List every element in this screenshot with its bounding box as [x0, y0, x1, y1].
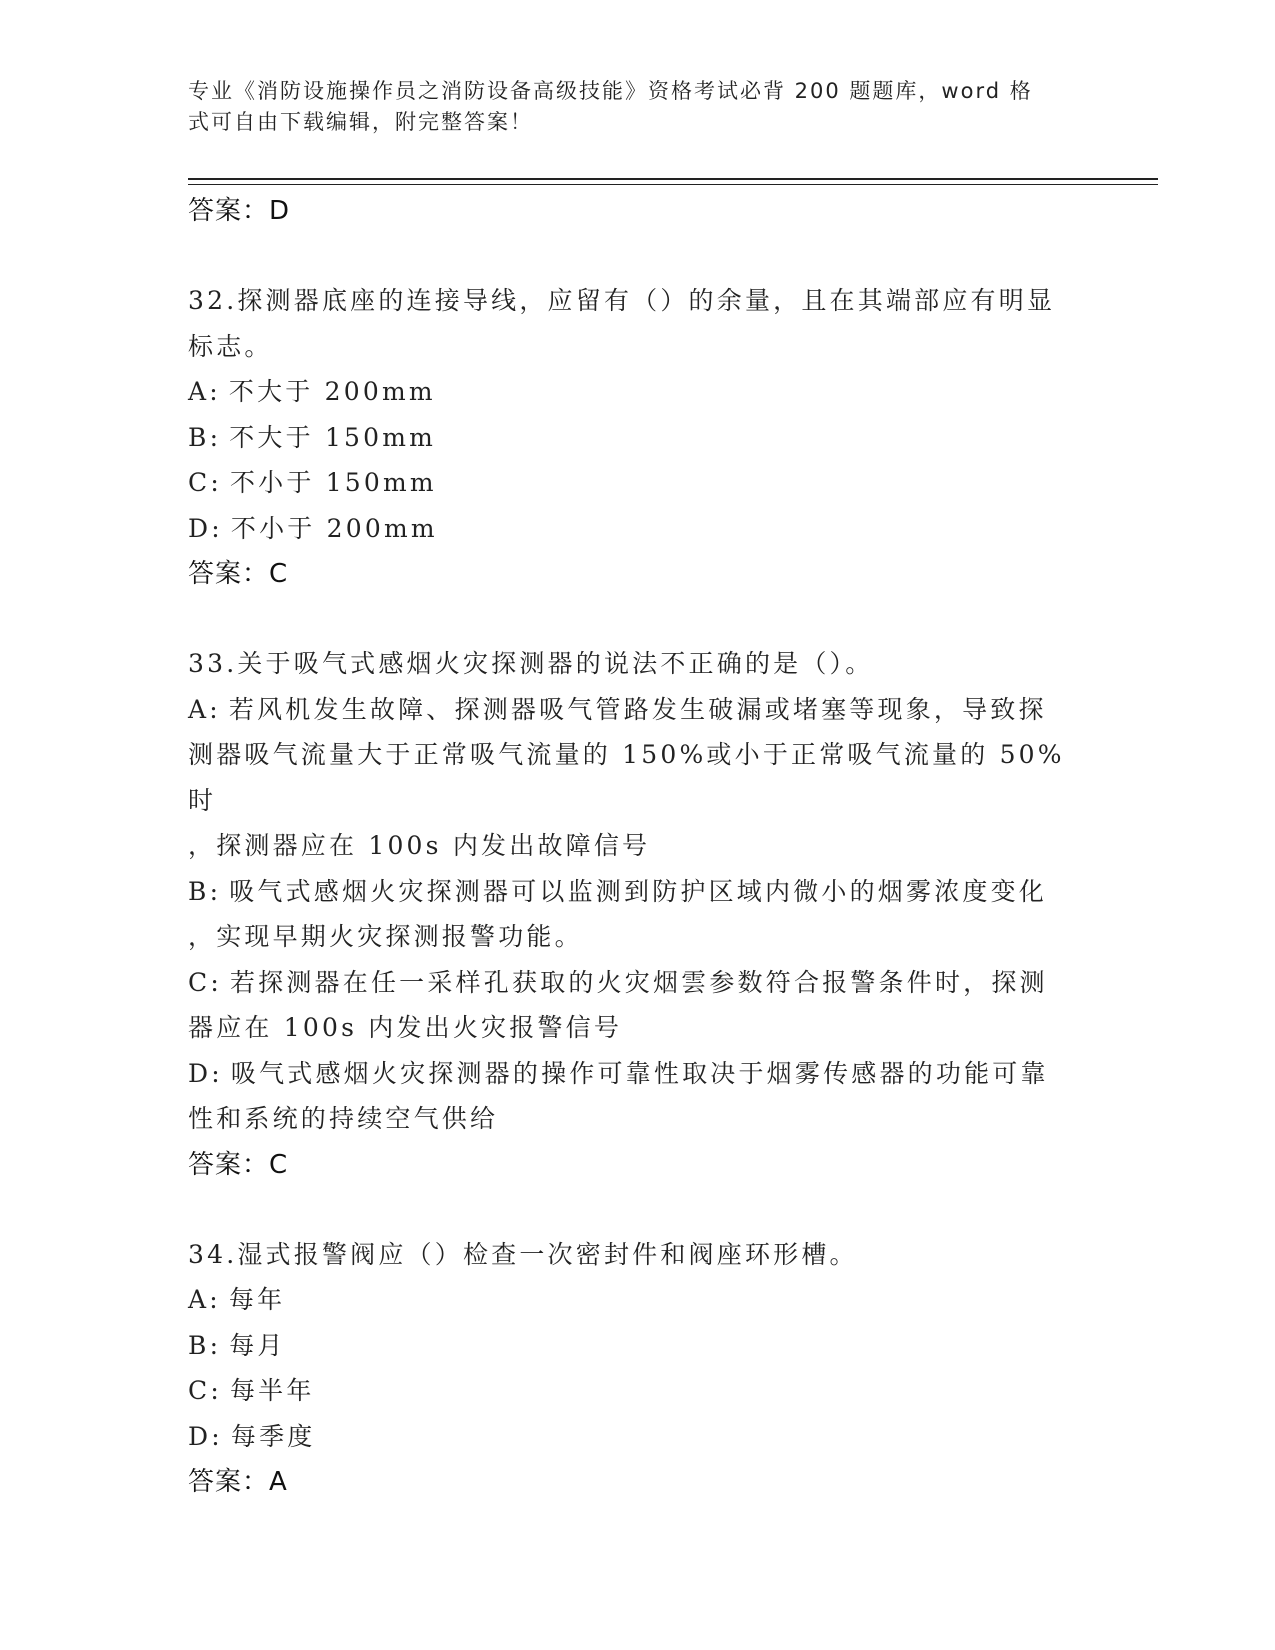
option-label: A: [188, 694, 221, 724]
option-label: D: [188, 513, 223, 543]
question-stem: 32.探测器底座的连接导线，应留有（）的余量，且在其端部应有明显 [188, 286, 1056, 315]
option-label: D: [188, 1421, 223, 1451]
option-a [188, 369, 1088, 415]
header-divider-thick [188, 178, 1158, 180]
option-label: A: [188, 377, 221, 406]
option-label: B: [188, 1330, 222, 1360]
option-b [188, 869, 1088, 915]
answer: 答案：C [188, 1149, 289, 1180]
option-label: C: [188, 468, 222, 497]
option-a [188, 687, 1088, 733]
option-d [188, 1414, 1088, 1460]
question-34 [188, 1232, 1088, 1506]
option-text: 吸气式感烟火灾探测器可以监测到防护区域内微小的烟雾浓度变化 [229, 876, 1048, 906]
option-text: 不小于 200mm [230, 513, 438, 543]
option-label: C: [188, 1376, 222, 1405]
option-text: 若风机发生故障、探测器吸气管路发生破漏或堵塞等现象，导致探 [228, 694, 1047, 724]
option-a-continued: 测器吸气流量大于正常吸气流量的 150%或小于正常吸气流量的 50%时 [188, 740, 1065, 815]
option-d [188, 506, 1088, 552]
option-text: 每月 [229, 1330, 286, 1360]
option-text: 不小于 150mm [229, 468, 437, 497]
option-label: A: [188, 1285, 221, 1314]
option-c [188, 1368, 1088, 1414]
option-d [188, 1051, 1088, 1097]
answer: 答案：A [188, 1467, 288, 1497]
previous-answer: 答案：D [188, 196, 291, 226]
question-stem: 33.关于吸气式感烟火灾探测器的说法不正确的是（）。 [188, 649, 874, 678]
option-text: 不大于 200mm [228, 377, 436, 406]
option-b [188, 415, 1088, 461]
option-text: 不大于 150mm [229, 422, 437, 452]
answer: 答案：C [188, 559, 289, 589]
option-label: B: [188, 876, 222, 906]
option-text: 每季度 [230, 1421, 316, 1451]
option-label: C: [188, 967, 222, 997]
option-text: 每半年 [229, 1376, 315, 1405]
option-b [188, 1323, 1088, 1369]
document-body [188, 188, 1088, 1505]
header-line-2: 式可自由下载编辑，附完整答案！ [188, 110, 533, 134]
option-text: 每年 [228, 1285, 286, 1314]
option-c [188, 460, 1088, 506]
question-32 [188, 278, 1088, 597]
option-c-continued: 器应在 100s 内发出火灾报警信号 [188, 1013, 623, 1042]
question-33 [188, 641, 1088, 1188]
option-label: D: [188, 1058, 223, 1088]
document-header [188, 76, 1068, 138]
header-divider-thin [188, 184, 1158, 185]
option-a-continued: ，探测器应在 100s 内发出故障信号 [188, 831, 651, 860]
question-stem: 34.湿式报警阀应（）检查一次密封件和阀座环形槽。 [188, 1239, 858, 1269]
option-a [188, 1277, 1088, 1323]
option-text: 吸气式感烟火灾探测器的操作可靠性取决于烟雾传感器的功能可靠 [230, 1058, 1049, 1088]
option-c [188, 960, 1088, 1006]
header-line-1: 专业《消防设施操作员之消防设备高级技能》资格考试必背 200 题题库，word 格 [188, 79, 1033, 103]
option-label: B: [188, 422, 222, 452]
question-stem-continued: 标志。 [188, 331, 273, 361]
option-text: 若探测器在任一采样孔获取的火灾烟雲参数符合报警条件时，探测 [229, 967, 1048, 997]
option-d-continued: 性和系统的持续空气供给 [188, 1104, 499, 1133]
option-b-continued: ，实现早期火灾探测报警功能。 [188, 922, 583, 951]
